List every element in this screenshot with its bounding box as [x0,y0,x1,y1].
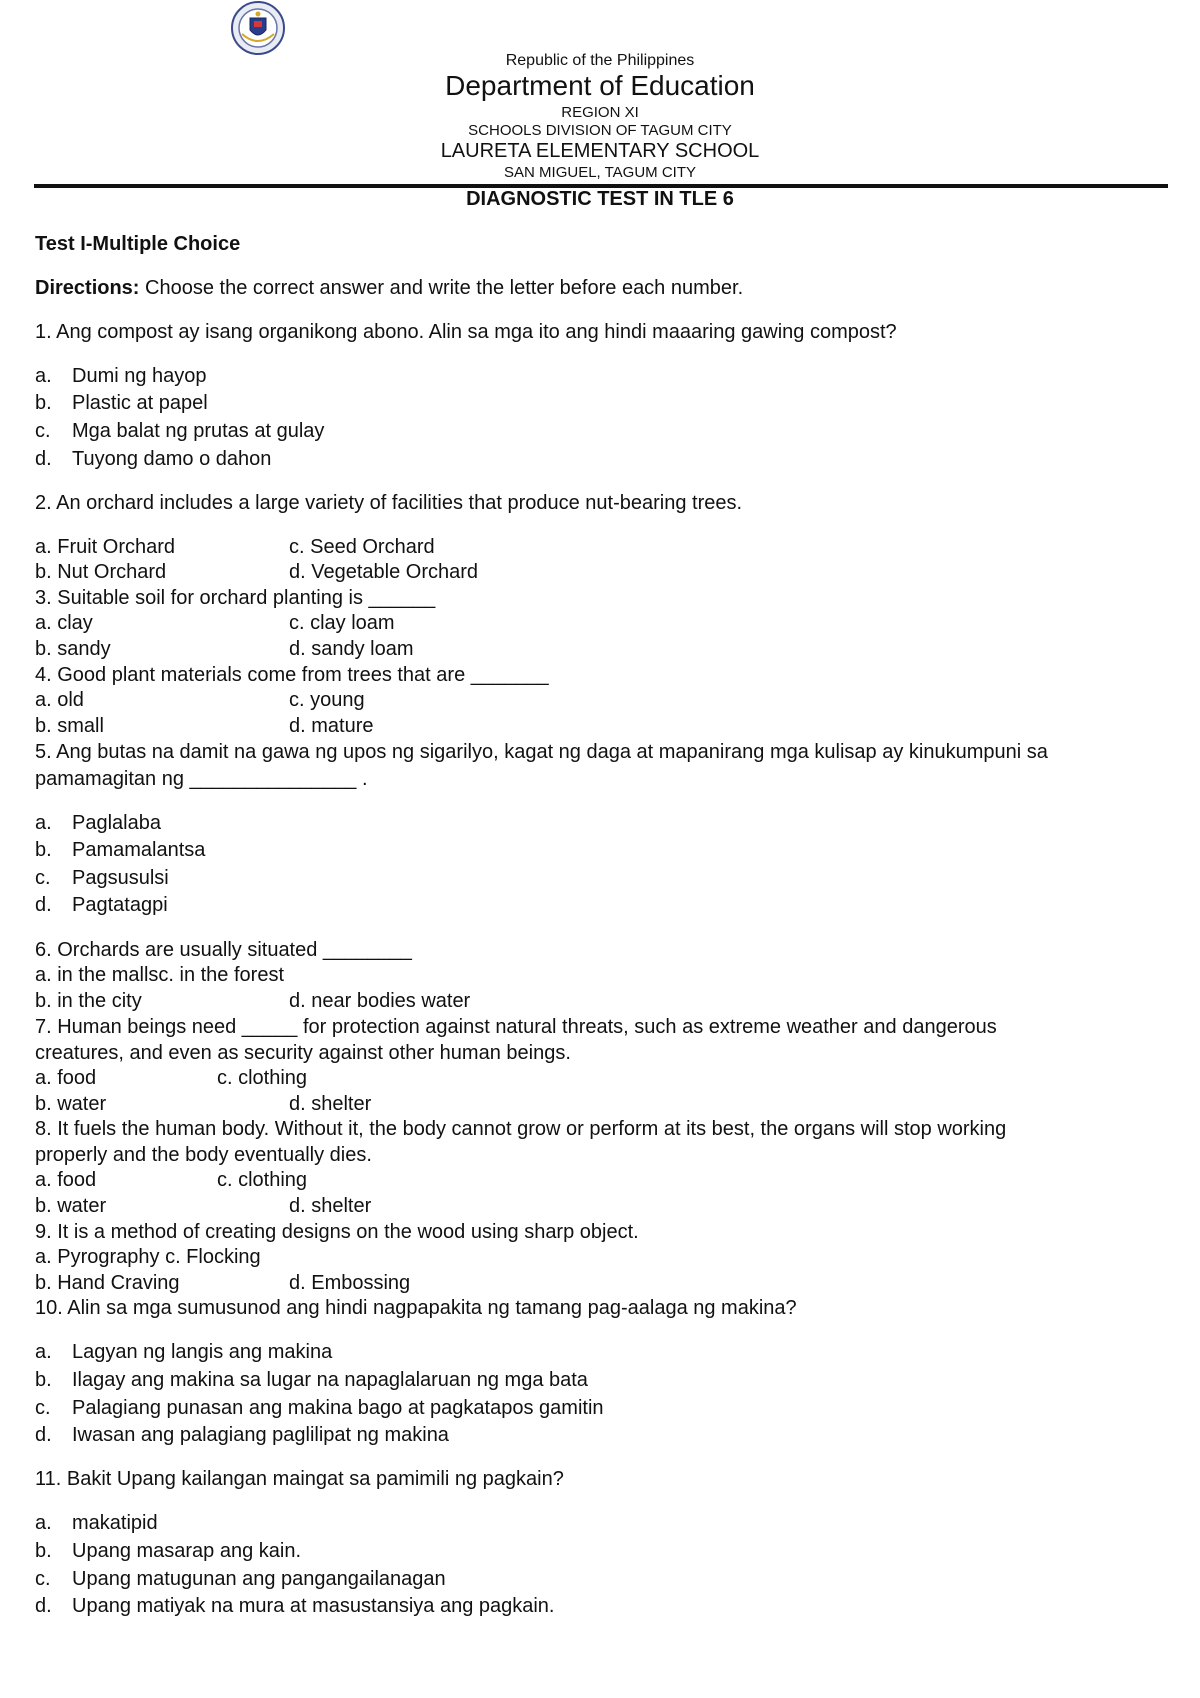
q11-choice-a [35,1511,158,1535]
question-4: 4. Good plant materials come from trees that are _______ [35,664,549,686]
choice-text: Lagyan ng langis ang makina [72,1341,333,1363]
choice-text: Mga balat ng prutas at gulay [72,420,325,442]
choice: a. clay [35,612,93,634]
choice: a. Pyrography c. Flocking [35,1246,261,1268]
q10-choice-c [35,1396,604,1420]
choice-text: Upang matiyak na mura at masustansiya ang pagkain. [72,1595,555,1617]
q7-row-1 [35,1066,308,1090]
q5-choice-b [35,838,205,862]
choice-letter: b. [35,839,52,861]
q9-row-2 [35,1271,411,1295]
question-8: 8. It fuels the human body. Without it, the body cannot grow or perform at its best, the organs will stop working [35,1118,1007,1140]
q1-choice-d [35,447,271,471]
choice: c. Seed Orchard [289,536,435,558]
question-9: 9. It is a method of creating designs on the wood using sharp object. [35,1221,639,1243]
choice-text: Dumi ng hayop [72,365,207,387]
q6-row-2 [35,989,471,1013]
question-8-cont: properly and the body eventually dies. [35,1144,372,1166]
section-title: Test I-Multiple Choice [35,233,241,255]
choice-text: Plastic at papel [72,392,208,414]
choice: d. mature [289,715,374,737]
question-2: 2. An orchard includes a large variety of facilities that produce nut-bearing trees. [35,492,743,514]
question-10: 10. Alin sa mga sumusunod ang hindi nagpapakita ng tamang pag-aalaga ng makina? [35,1297,797,1319]
choice-letter: b. [35,1540,52,1562]
choice-text: makatipid [72,1512,158,1534]
choice-letter: d. [35,1595,52,1617]
choice: a. Fruit Orchard [35,536,176,558]
choice-letter: a. [35,1512,52,1534]
q1-choice-c [35,419,324,443]
question-7-cont: creatures, and even as security against other human beings. [35,1042,571,1064]
choice-letter: d. [35,1424,52,1446]
q1-choice-a [35,364,207,388]
question-1: 1. Ang compost ay isang organikong abono. Alin sa mga ito ang hindi maaaring gawing compost? [35,321,897,343]
choice-letter: a. [35,1341,52,1363]
choice: c. clay loam [289,612,395,634]
choice-letter: b. [35,1369,52,1391]
choice: b. in the city [35,990,142,1012]
header-department: Department of Education [445,70,755,101]
choice: a. old [35,689,84,711]
q10-choice-a [35,1340,332,1364]
directions-label: Directions: [35,277,140,299]
choice-text: Pamamalantsa [72,839,206,861]
test-title: DIAGNOSTIC TEST IN TLE 6 [466,188,734,210]
q3-row-2 [35,637,414,661]
choice: d. Vegetable Orchard [289,561,479,583]
q4-row-2 [35,714,374,738]
header-republic: Republic of the Philippines [505,52,695,69]
q8-row-1 [35,1168,308,1192]
q6-row-1 [35,963,284,987]
choice-text: Pagtatagpi [72,894,168,916]
choice-text: Iwasan ang palagiang paglilipat ng makina [72,1424,449,1446]
choice: b. sandy [35,638,111,660]
choice-text: Paglalaba [72,812,161,834]
choice: a. food [35,1067,97,1089]
choice: d. shelter [289,1195,372,1217]
q5-choice-d [35,893,168,917]
choice: d. shelter [289,1093,372,1115]
question-5: 5. Ang butas na damit na gawa ng upos ng sigarilyo, kagat ng daga at mapanirang mga kulisap ay kinukumpuni sa [35,741,1048,763]
q8-row-2 [35,1194,372,1218]
q9-row-1 [35,1245,261,1269]
q1-choice-b [35,391,208,415]
q11-choice-c [35,1567,446,1591]
question-3: 3. Suitable soil for orchard planting is ______ [35,587,436,609]
choice: b. Nut Orchard [35,561,167,583]
q5-choice-a [35,811,161,835]
header-school: LAURETA ELEMENTARY SCHOOL [440,140,760,162]
choice-letter: a. [35,365,52,387]
question-6: 6. Orchards are usually situated ________ [35,939,412,961]
choice: c. young [289,689,365,711]
choice: c. clothing [217,1169,308,1191]
header-address: SAN MIGUEL, TAGUM CITY [504,164,696,181]
choice: b. water [35,1093,107,1115]
question-5-cont: pamamagitan ng _______________ . [35,768,368,790]
choice: d. near bodies water [289,990,471,1012]
choice-letter: d. [35,448,52,470]
q11-choice-b [35,1539,301,1563]
choice-text: Ilagay ang makina sa lugar na napaglalaruan ng mga bata [72,1369,588,1391]
deped-seal-icon [230,0,286,56]
choice: b. small [35,715,104,737]
header-division: SCHOOLS DIVISION OF TAGUM CITY [468,122,732,139]
q11-choice-d [35,1594,555,1618]
question-7: 7. Human beings need _____ for protection against natural threats, such as extreme weather and dangerous [35,1016,997,1038]
choice-letter: d. [35,894,52,916]
choice: d. Embossing [289,1272,411,1294]
choice-letter: c. [35,867,51,889]
q7-row-2 [35,1092,372,1116]
choice: d. sandy loam [289,638,414,660]
choice-text: Palagiang punasan ang makina bago at pagkatapos gamitin [72,1397,604,1419]
choice: a. in the mallsc. in the forest [35,964,285,986]
choice-text: Upang matugunan ang pangangailanagan [72,1568,446,1590]
question-11: 11. Bakit Upang kailangan maingat sa pamimili ng pagkain? [35,1468,564,1490]
directions [35,276,743,300]
q5-choice-c [35,866,169,890]
choice: b. water [35,1195,107,1217]
choice-letter: a. [35,812,52,834]
choice-letter: c. [35,1568,51,1590]
q2-row-1 [35,535,435,559]
q3-row-1 [35,611,395,635]
choice-text: Upang masarap ang kain. [72,1540,302,1562]
q10-choice-d [35,1423,449,1447]
choice: b. Hand Craving [35,1272,180,1294]
choice-text: Pagsusulsi [72,867,169,889]
directions-text: Choose the correct answer and write the letter before each number. [139,277,744,299]
choice-text: Tuyong damo o dahon [72,448,272,470]
choice: a. food [35,1169,97,1191]
choice: c. clothing [217,1067,308,1089]
choice-letter: c. [35,420,51,442]
q10-choice-b [35,1368,588,1392]
q4-row-1 [35,688,365,712]
q2-row-2 [35,560,479,584]
choice-letter: b. [35,392,52,414]
choice-letter: c. [35,1397,51,1419]
header-region: REGION XI [561,104,639,121]
